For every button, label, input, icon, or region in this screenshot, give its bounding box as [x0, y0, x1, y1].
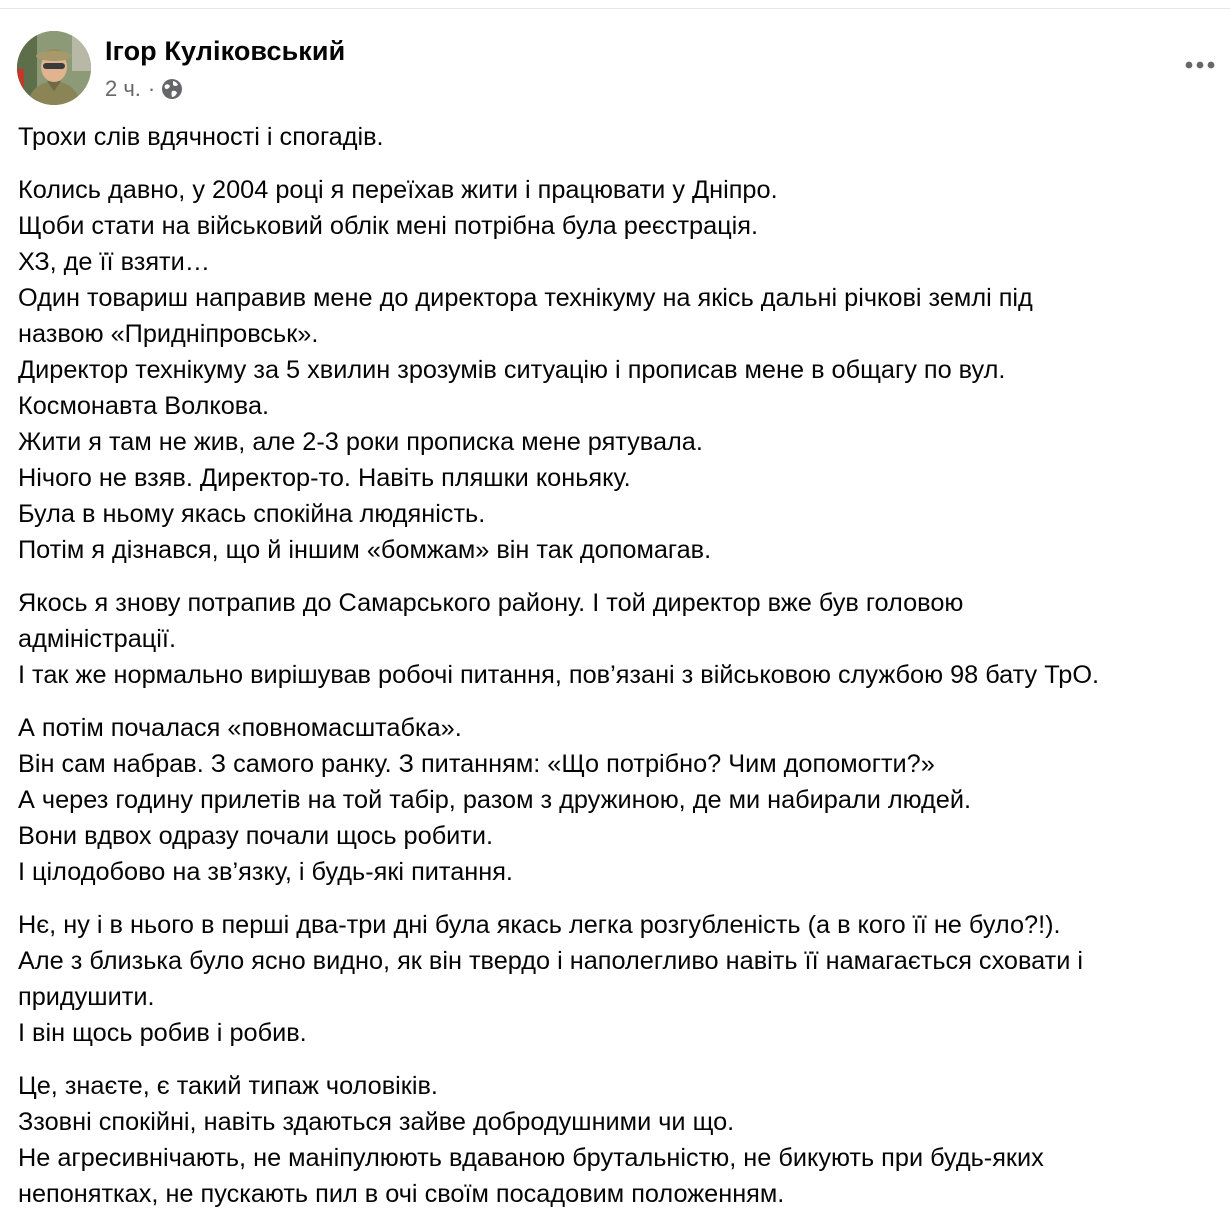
post-text-line: Була в ньому якась спокійна людяність. — [18, 500, 486, 528]
post-text-line: Один товариш направив мене до директора технікуму на якісь дальні річкові землі під — [18, 284, 1033, 312]
avatar[interactable] — [17, 31, 91, 105]
post-text-line: непонятках, не пускають пил в очі своїм посадовим положенням. — [18, 1180, 785, 1208]
meta-separator: · — [147, 76, 156, 101]
post-text-line: Потім я дізнався, що й іншим «бомжам» він так допомагав. — [18, 536, 712, 564]
post-text-line: адміністрації. — [18, 625, 176, 653]
post-text-line: Трохи слів вдячності і спогадів. — [18, 123, 384, 151]
post-text-line: Не агресивнічають, не маніпулюють вдаваною брутальністю, не бикують при будь-яких — [18, 1144, 1044, 1172]
post-text-line: І він щось робив і робив. — [18, 1019, 307, 1047]
post-text-line: Колись давно, у 2004 році я переїхав жити і працювати у Дніпро. — [18, 176, 778, 204]
post-text-line: Нє, ну і в нього в перші два-три дні була якась легка розгубленість (а в кого її не було?!). — [18, 911, 1061, 939]
post-text-line: ХЗ, де її взяти… — [18, 248, 211, 276]
post-text-line: Нічого не взяв. Директор-то. Навіть пляшки коньяку. — [18, 464, 631, 492]
post-text-line: Щоби стати на військовий облік мені потрібна була реєстрація. — [18, 212, 759, 240]
more-options-button[interactable] — [1180, 50, 1220, 80]
post-text-line: Він сам набрав. З самого ранку. З питанням: «Що потрібно? Чим допомогти?» — [18, 750, 935, 778]
post-paragraph — [18, 585, 1223, 693]
post-text-line: придушити. — [18, 983, 155, 1011]
post-text — [18, 119, 1223, 1229]
post-header — [0, 0, 1230, 110]
post-text-line: Це, знаєте, є такий типаж чоловіків. — [18, 1072, 438, 1100]
post-text-line: І так же нормально вирішував робочі питання, пов’язані з військовою службою 98 бату ТрО. — [18, 661, 1100, 689]
post-paragraph — [18, 907, 1223, 1051]
post-text-line: А потім почалася «повномасштабка». — [18, 714, 462, 742]
post-text-line: назвою «Придніпровськ». — [18, 320, 319, 348]
post-paragraph — [18, 119, 1223, 155]
post-paragraph — [18, 710, 1223, 890]
more-dots-icon — [1185, 61, 1215, 69]
post-text-line: А через годину прилетів на той табір, разом з дружиною, де ми набирали людей. — [18, 786, 972, 814]
avatar-photo — [17, 31, 91, 105]
post-text-line: Ззовні спокійні, навіть здаються зайве добродушними чи що. — [18, 1108, 735, 1136]
post-paragraph — [18, 172, 1223, 568]
post-text-line: Жити я там не жив, але 2-3 роки прописка мене рятувала. — [18, 428, 703, 456]
post-text-line: Вони вдвох одразу почали щось робити. — [18, 822, 494, 850]
post-text-line: І цілодобово на зв’язку, і будь-які питання. — [18, 858, 513, 886]
post-meta — [105, 74, 183, 104]
author-name[interactable]: Ігор Куліковський — [105, 36, 346, 66]
post-paragraph — [18, 1068, 1223, 1212]
globe-icon[interactable] — [161, 78, 183, 100]
post-text-line: Директор технікуму за 5 хвилин зрозумів ситуацію і прописав мене в общагу по вул. — [18, 356, 1006, 384]
post-time[interactable]: 2 ч. — [105, 76, 141, 101]
post-text-line: Космонавта Волкова. — [18, 392, 270, 420]
post-text-line: Але з близька було ясно видно, як він твердо і наполегливо навіть її намагається сховати і — [18, 947, 1084, 975]
post-text-line: Якось я знову потрапив до Самарського району. І той директор вже був головою — [18, 589, 964, 617]
